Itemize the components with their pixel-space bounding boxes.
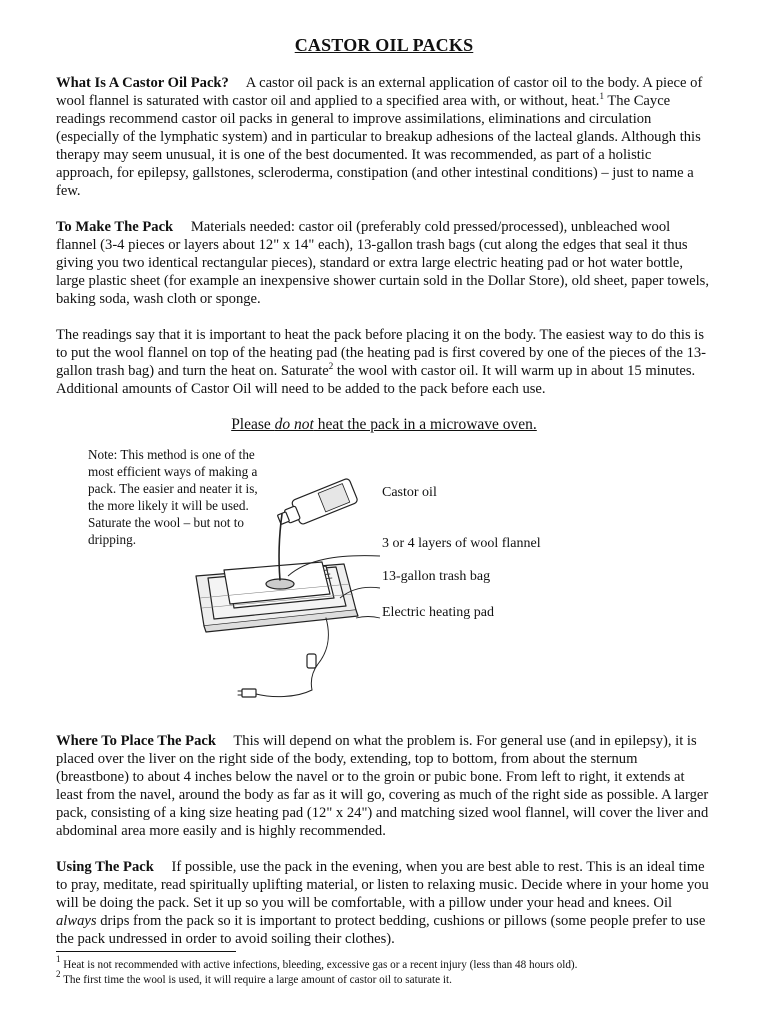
footnote-ref-1[interactable]: 1 <box>599 91 604 101</box>
page-title: CASTOR OIL PACKS <box>294 35 474 55</box>
paragraph-where-to-place <box>56 732 712 840</box>
warning-emphasis: do not <box>274 416 314 433</box>
label-wool-flannel: 3 or 4 layers of wool flannel <box>382 536 541 551</box>
footnote-2-text: The first time the wool is used, it will require a large amount of castor oil to saturate it. <box>60 974 452 986</box>
footnote-divider <box>56 951 236 952</box>
using-emphasis: always <box>56 913 97 929</box>
heading-what-is: What Is A Castor Oil Pack? <box>56 75 229 91</box>
label-trash-bag: 13-gallon trash bag <box>382 569 491 584</box>
paragraph-what-is <box>56 74 712 200</box>
what-text-a: A castor oil pack is an external application of castor oil to the body. A piece of wool flannel is saturated with castor oil and applied to a specified area with, or without, heat. <box>56 75 703 109</box>
footnote-2 <box>56 969 716 988</box>
what-text-b: The Cayce readings recommend castor oil packs in general to improve assimilations, eliminations and circulation (especially of the lymphatic system) and in particular to breakup adhesions of the lacteal glands. Although this therapy may seem unusual, it is one of the best documented. It was recommended, as part of a holistic approach, for epilepsy, gallstones, scleroderma, constipation (and other intestinal conditions) – just to name a few. <box>56 93 701 199</box>
using-text-b: drips from the pack so it is important to protect bedding, cushions or pillows (some people prefer to use the pack undressed in order to avoid soiling their clothes). <box>56 913 706 947</box>
heat-text-a: The readings say that it is important to heat the pack before placing it on the body. The easiest way to do this is to put the wool flannel on top of the heating pad (the heating pad is first covered by one of the pieces of the 13-gallon trash bag) and turn the heat on. Saturate <box>56 327 707 379</box>
warning-pre: Please <box>231 416 275 433</box>
footnote-1-number: 1 <box>56 954 61 964</box>
warning-post: heat the pack in a microwave oven. <box>313 416 537 433</box>
footnotes <box>56 954 716 988</box>
heading-to-make: To Make The Pack <box>56 219 174 235</box>
figure-note: Note: This method is one of the most efficient ways of making a pack. The easier and neater it is, the more likely it will be used. Saturate the wool – but not to dripping. <box>88 447 258 547</box>
footnote-2-number: 2 <box>56 969 61 979</box>
paragraph-using <box>56 858 712 948</box>
pack-figure <box>56 444 712 706</box>
using-text-a: If possible, use the pack in the evening, when you are best able to rest. This is an ideal time to pray, meditate, read spiritually uplifting material, or listen to relaxing music. Decide where in your home you will be doing the pack. Set it up so you will be comfortable, with a pillow under your head and knees. Oil <box>56 859 709 911</box>
heat-text-b: the wool with castor oil. It will warm up in about 15 minutes. Additional amounts of Castor Oil will need to be added to the pack before each use. <box>56 363 696 397</box>
footnote-1 <box>56 954 716 973</box>
paragraph-heat <box>56 326 712 398</box>
place-text: This will depend on what the problem is. For general use (and in epilepsy), it is placed over the liver on the right side of the body, extending, top to bottom, from about the sternum (breastbone) to about 4 inches below the navel or to the groin or pubic bone. From left to right, it extends at least from the navel, around the body as far as it will go, covering as much of the right side as possible. A larger pack, consisting of a king size heating pad (12" x 24") and matching sized wool flannel, will cover the liver and abdominal area more easily and is highly recommended. <box>56 733 709 839</box>
label-castor-oil: Castor oil <box>382 485 437 500</box>
make-text: Materials needed: castor oil (preferably cold pressed/processed), unbleached wool flannel (3-4 pieces or layers about 12" x 14" each), 13-gallon trash bags (cut along the edges that seal it thus giving you two identical rectangular pieces), standard or extra large electric heating pad or hot water bottle, large plastic sheet (for example an inexpensive shower curtain sold in the Dollar Store), old sheet, paper towels, baking soda, wash cloth or sponge. <box>56 219 710 307</box>
heading-using: Using The Pack <box>56 859 154 875</box>
heading-where-to-place: Where To Place The Pack <box>56 733 216 749</box>
footnote-ref-2[interactable]: 2 <box>328 361 334 371</box>
document-page <box>56 36 712 966</box>
microwave-warning <box>56 416 712 434</box>
pack-illustration-icon <box>176 458 386 708</box>
label-heating-pad: Electric heating pad <box>382 605 494 620</box>
paragraph-to-make <box>56 218 712 308</box>
footnote-1-text: Heat is not recommended with active infections, bleeding, excessive gas or a recent injury (less than 48 hours old). <box>60 959 578 971</box>
